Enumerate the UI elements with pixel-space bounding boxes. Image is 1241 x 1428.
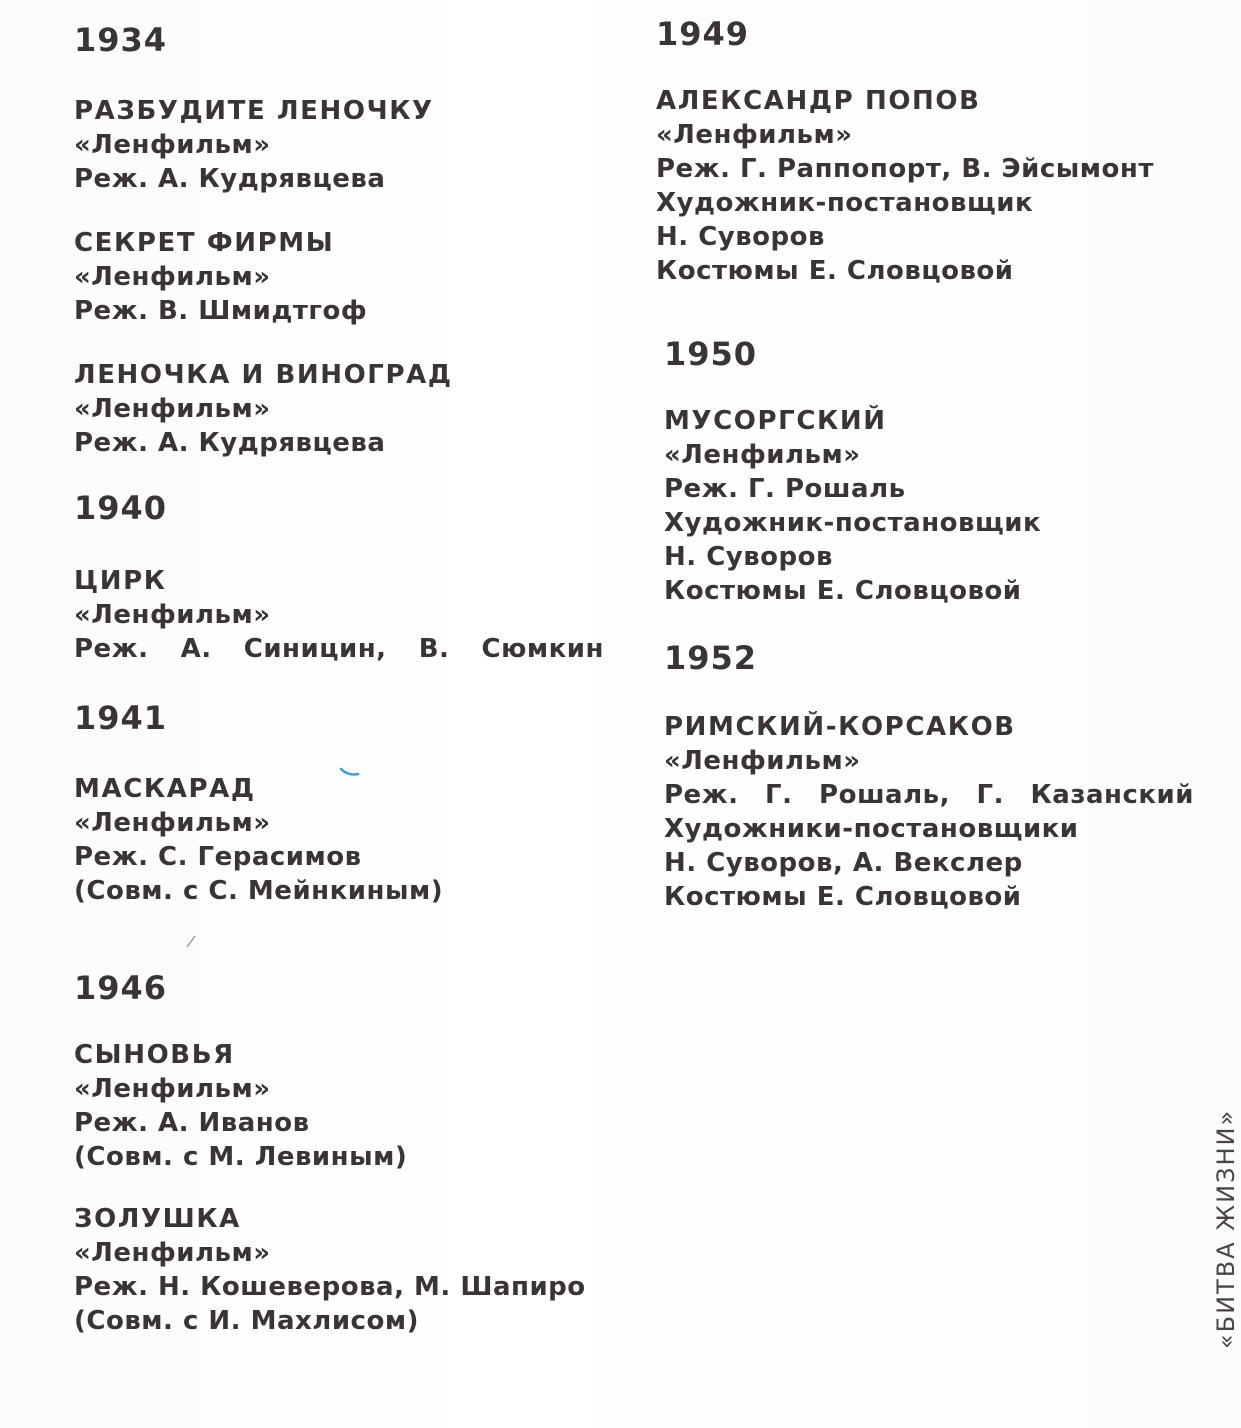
director-word: Сюмкин: [481, 634, 604, 664]
director-word: А.: [180, 634, 212, 664]
film-title: СЫНОВЬЯ: [74, 1040, 235, 1070]
film-entry: [74, 1038, 634, 1174]
film-artist: Н. Суворов, А. Векслер: [664, 848, 1023, 878]
film-director: Реж. Н. Кошеверова, М. Шапиро: [74, 1272, 586, 1302]
film-title: РАЗБУДИТЕ ЛЕНОЧКУ: [74, 96, 434, 126]
director-word: Г.: [976, 780, 1004, 810]
film-costumes: Костюмы Е. Словцовой: [656, 256, 1014, 286]
film-studio: «Ленфильм»: [74, 1074, 271, 1104]
year-heading: 1952: [664, 639, 758, 677]
film-studio: «Ленфильм»: [656, 120, 853, 150]
left-column: [74, 20, 634, 1338]
film-title: ЗОЛУШКА: [74, 1204, 241, 1234]
film-entry: [656, 84, 1216, 288]
film-entry: [74, 358, 634, 460]
ink-mark: [338, 766, 362, 782]
director-word: В.: [418, 634, 450, 664]
film-title: ЛЕНОЧКА И ВИНОГРАД: [74, 360, 453, 390]
director-word: Г.: [765, 780, 793, 810]
film-director: [664, 778, 1194, 812]
film-artist: Н. Суворов: [656, 222, 825, 252]
film-note: (Совм. с С. Мейнкиным): [74, 876, 444, 906]
film-title: МУСОРГСКИЙ: [664, 406, 887, 436]
film-director: Реж. В. Шмидтгоф: [74, 296, 368, 326]
right-column: [656, 14, 1216, 914]
film-studio: «Ленфильм»: [74, 808, 271, 838]
film-studio: «Ленфильм»: [74, 600, 271, 630]
film-director: Реж. С. Герасимов: [74, 842, 362, 872]
film-entry: [74, 772, 634, 908]
film-director: Реж. А. Иванов: [74, 1108, 310, 1138]
film-artist-role: Художники-постановщики: [664, 814, 1079, 844]
side-caption: «БИТВА ЖИЗНИ»: [1212, 1108, 1240, 1349]
film-director: Реж. А. Кудрявцева: [74, 428, 386, 458]
film-director: Реж. Г. Рошаль: [664, 474, 906, 504]
film-studio: «Ленфильм»: [664, 746, 861, 776]
film-costumes: Костюмы Е. Словцовой: [664, 882, 1022, 912]
year-heading: 1934: [74, 21, 168, 59]
film-studio: «Ленфильм»: [664, 440, 861, 470]
film-director: Реж. Г. Раппопорт, В. Эйсымонт: [656, 154, 1154, 184]
film-entry: [664, 404, 1216, 608]
film-entry: [74, 94, 634, 196]
film-studio: «Ленфильм»: [74, 394, 271, 424]
film-costumes: Костюмы Е. Словцовой: [664, 576, 1022, 606]
year-heading: 1940: [74, 489, 168, 527]
director-word: Реж.: [74, 634, 149, 664]
year-heading: 1941: [74, 699, 168, 737]
film-note: (Совм. с И. Махлисом): [74, 1306, 419, 1336]
director-word: Казанский: [1030, 780, 1194, 810]
film-artist-role: Художник-постановщик: [664, 508, 1042, 538]
film-studio: «Ленфильм»: [74, 130, 271, 160]
film-title: АЛЕКСАНДР ПОПОВ: [656, 86, 981, 116]
year-heading: 1949: [656, 15, 750, 53]
film-artist: Н. Суворов: [664, 542, 833, 572]
film-artist-role: Художник-постановщик: [656, 188, 1034, 218]
year-heading: 1950: [664, 335, 758, 373]
film-title: РИМСКИЙ-КОРСАКОВ: [664, 712, 1016, 742]
film-director: Реж. А. Кудрявцева: [74, 164, 386, 194]
pencil-mark: [184, 932, 198, 950]
director-word: Реж.: [664, 780, 739, 810]
film-title: ЦИРК: [74, 566, 167, 596]
film-entry: [74, 226, 634, 328]
film-entry: [74, 1202, 634, 1338]
film-director: [74, 632, 604, 666]
film-studio: «Ленфильм»: [74, 1238, 271, 1268]
film-entry: [74, 564, 634, 666]
director-word: Синицин,: [243, 634, 387, 664]
director-word: Рошаль,: [819, 780, 950, 810]
film-studio: «Ленфильм»: [74, 262, 271, 292]
film-title: МАСКАРАД: [74, 774, 256, 804]
year-heading: 1946: [74, 969, 168, 1007]
film-title: СЕКРЕТ ФИРМЫ: [74, 228, 335, 258]
film-note: (Совм. с М. Левиным): [74, 1142, 408, 1172]
film-entry: [664, 710, 1216, 914]
